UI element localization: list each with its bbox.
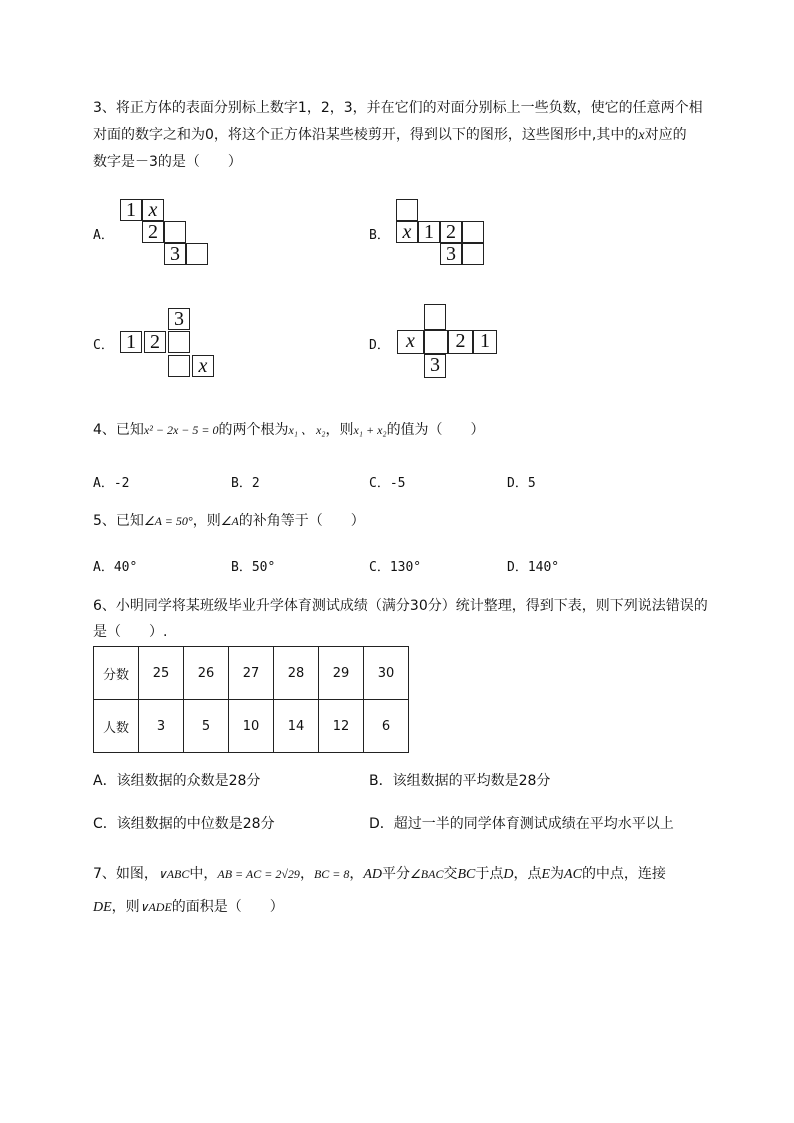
q4-middle: 的两个根为 bbox=[218, 422, 289, 438]
q7-bac: ∠BAC bbox=[410, 867, 444, 881]
table-cell: 分数 bbox=[94, 647, 139, 700]
q7-t8: ，点 bbox=[513, 866, 542, 882]
q7-e: E bbox=[541, 867, 551, 882]
q4-equation: x² − 2x − 5 = 0 bbox=[143, 423, 219, 437]
table-cell: 29 bbox=[319, 647, 364, 700]
q4-option-b: B．2 bbox=[231, 476, 260, 491]
q5-option-a: A．40° bbox=[93, 560, 138, 575]
q5-option-c: C．130° bbox=[369, 560, 422, 575]
q7-line1 bbox=[93, 864, 666, 885]
q3-option-c-label: C． bbox=[93, 338, 114, 353]
q6-line1: 6、小明同学将某班级毕业升学体育测试成绩（满分30分）统计整理，得到下表，则下列说法错误的 bbox=[93, 598, 708, 614]
q3-option-b-label: B． bbox=[369, 228, 390, 243]
table-cell: 25 bbox=[139, 647, 184, 700]
table-cell: 27 bbox=[229, 647, 274, 700]
q5-suffix: 的补角等于（ ） bbox=[238, 513, 365, 529]
net-cell: 3 bbox=[164, 243, 186, 265]
net-cell: 3 bbox=[424, 354, 446, 378]
q7-line2 bbox=[93, 897, 284, 918]
q4-stem bbox=[93, 420, 485, 440]
q7-eq1: AB = AC = 2√29 bbox=[217, 867, 300, 881]
q3-option-a-label: A． bbox=[93, 228, 114, 243]
q3-option-d-label: D． bbox=[369, 338, 390, 353]
q7-ac: AC bbox=[564, 867, 582, 882]
net-cell bbox=[164, 221, 186, 243]
q7-t3: ， bbox=[299, 866, 314, 882]
q5-middle: ，则 bbox=[192, 513, 221, 529]
q3-line2-a: 对面的数字之和为0，将这个正方体沿某些棱剪开，得到以下的图形，这些图形中,其中的 bbox=[93, 127, 639, 143]
table-cell: 10 bbox=[229, 700, 274, 753]
q5-prefix: 5、已知 bbox=[93, 513, 144, 529]
net-cell: x bbox=[397, 330, 424, 354]
q6-option-b: B．该组数据的平均数是28分 bbox=[369, 773, 551, 789]
q6-option-c: C．该组数据的中位数是28分 bbox=[93, 816, 275, 832]
q7-t5: 平分 bbox=[382, 866, 411, 882]
net-cell: 1 bbox=[473, 330, 497, 354]
net-cell: 1 bbox=[120, 331, 142, 353]
q3-line1: 3、将正方体的表面分别标上数字1，2，3，并在它们的对面分别标上一些负数，使它的任意两个相 bbox=[93, 100, 703, 116]
q6-option-a: A．该组数据的众数是28分 bbox=[93, 773, 261, 789]
q7-triangle-ade: ∨ADE bbox=[139, 900, 172, 914]
q4-then: ，则 bbox=[325, 422, 354, 438]
q4-option-c: C．-5 bbox=[369, 476, 406, 491]
net-cell: x bbox=[396, 221, 418, 243]
table-cell: 6 bbox=[364, 700, 409, 753]
net-cell: x bbox=[192, 355, 214, 377]
net-cell bbox=[424, 330, 448, 354]
net-cell bbox=[462, 243, 484, 265]
q7-t9: 为 bbox=[550, 866, 565, 882]
q7-t11: ，则 bbox=[111, 899, 140, 915]
net-cell: 1 bbox=[120, 199, 142, 221]
q7-ad: AD bbox=[363, 867, 383, 882]
q3-var: x bbox=[638, 128, 645, 143]
q4-option-a: A．-2 bbox=[93, 476, 130, 491]
q3-line2 bbox=[93, 125, 687, 146]
q6-option-d: D．超过一半的同学体育测试成绩在平均水平以上 bbox=[369, 816, 674, 832]
q4-sum: x₁ + x₂ bbox=[353, 423, 387, 437]
q5-angle: ∠A = 50° bbox=[143, 514, 193, 528]
net-cell: 2 bbox=[448, 330, 473, 354]
q4-suffix: 的值为（ ） bbox=[386, 422, 485, 438]
q7-t12: 的面积是（ ） bbox=[171, 899, 284, 915]
table-cell: 5 bbox=[184, 700, 229, 753]
net-cell bbox=[168, 355, 190, 377]
q7-triangle-abc: ∨ABC bbox=[157, 867, 190, 881]
table-cell: 人数 bbox=[94, 700, 139, 753]
score-table bbox=[93, 646, 409, 753]
table-cell: 14 bbox=[274, 700, 319, 753]
net-cell bbox=[186, 243, 208, 265]
q6-line2: 是（ ）. bbox=[93, 624, 168, 640]
table-cell: 30 bbox=[364, 647, 409, 700]
net-cell: x bbox=[142, 199, 164, 221]
q5-option-b: B．50° bbox=[231, 560, 276, 575]
q4-option-d: D．5 bbox=[507, 476, 536, 491]
q3-line3: 数字是－3的是（ ） bbox=[93, 154, 242, 170]
net-cell: 3 bbox=[440, 243, 462, 265]
q7-t2: 中， bbox=[189, 866, 218, 882]
q4-roots: x₁ 、 x₂ bbox=[288, 423, 326, 437]
net-cell: 2 bbox=[144, 331, 166, 353]
net-cell bbox=[396, 199, 418, 221]
q7-t1: 7、如图， bbox=[93, 866, 158, 882]
net-cell: 3 bbox=[168, 308, 190, 330]
net-cell: 2 bbox=[142, 221, 164, 243]
net-cell: 2 bbox=[440, 221, 462, 243]
net-cell bbox=[168, 331, 190, 353]
q7-bc: BC bbox=[457, 867, 476, 882]
table-cell: 26 bbox=[184, 647, 229, 700]
table-row bbox=[94, 647, 409, 700]
net-cell: 1 bbox=[418, 221, 440, 243]
q7-t4: ， bbox=[349, 866, 364, 882]
q5-angle2: ∠A bbox=[220, 514, 239, 528]
q3-line2-b: 对应的 bbox=[644, 127, 687, 143]
q7-t6: 交 bbox=[443, 866, 458, 882]
q7-eq2: BC = 8 bbox=[313, 867, 350, 881]
q7-t7: 于点 bbox=[475, 866, 504, 882]
q5-option-d: D．140° bbox=[507, 560, 560, 575]
q4-prefix: 4、已知 bbox=[93, 422, 144, 438]
net-cell bbox=[462, 221, 484, 243]
net-cell bbox=[424, 304, 446, 330]
q5-stem bbox=[93, 511, 365, 531]
table-cell: 3 bbox=[139, 700, 184, 753]
q7-d: D bbox=[503, 867, 514, 882]
q7-t10: 的中点，连接 bbox=[581, 866, 666, 882]
table-row bbox=[94, 700, 409, 753]
q7-de: DE bbox=[93, 900, 112, 915]
table-cell: 12 bbox=[319, 700, 364, 753]
table-cell: 28 bbox=[274, 647, 319, 700]
